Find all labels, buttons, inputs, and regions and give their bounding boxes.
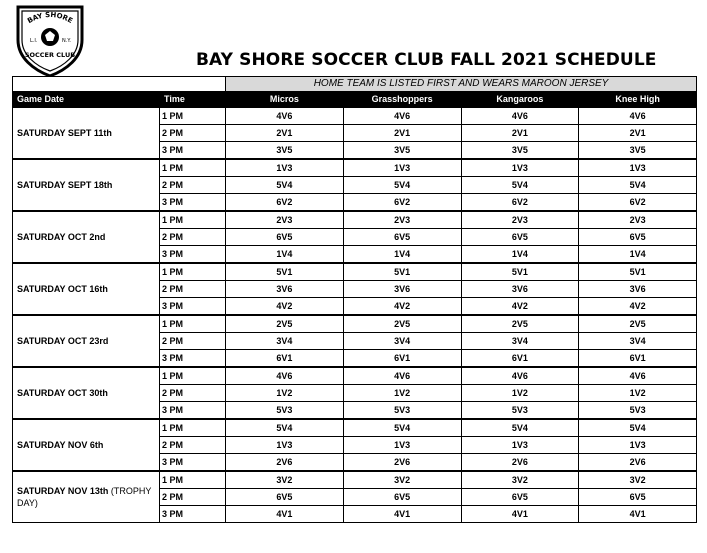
matchup-cell: 2V5 xyxy=(461,315,579,333)
matchup-cell: 6V5 xyxy=(461,229,579,246)
matchup-cell: 4V1 xyxy=(343,506,461,523)
matchup-cell: 1V4 xyxy=(579,246,697,264)
table-row xyxy=(13,471,697,489)
time-cell: 2 PM xyxy=(160,125,226,142)
matchup-cell: 6V5 xyxy=(343,229,461,246)
note-spacer xyxy=(13,77,226,92)
matchup-cell: 3V4 xyxy=(461,333,579,350)
matchup-cell: 3V4 xyxy=(343,333,461,350)
matchup-cell: 1V3 xyxy=(226,437,344,454)
matchup-cell: 2V1 xyxy=(579,125,697,142)
game-date-cell xyxy=(13,263,160,315)
matchup-cell: 5V4 xyxy=(226,177,344,194)
note-row xyxy=(13,77,697,92)
schedule-table xyxy=(12,76,697,523)
logo-bottom-text: SOCCER CLUB xyxy=(24,51,76,59)
matchup-cell: 2V6 xyxy=(461,454,579,472)
matchup-cell: 4V6 xyxy=(579,107,697,125)
matchup-cell: 5V1 xyxy=(579,263,697,281)
time-cell: 3 PM xyxy=(160,402,226,420)
game-date-cell xyxy=(13,107,160,159)
matchup-cell: 2V3 xyxy=(343,211,461,229)
matchup-cell: 2V1 xyxy=(461,125,579,142)
game-date-cell xyxy=(13,471,160,523)
matchup-cell: 6V1 xyxy=(461,350,579,368)
header-division: Grasshoppers xyxy=(343,92,461,108)
matchup-cell: 3V5 xyxy=(343,142,461,160)
matchup-cell: 2V1 xyxy=(226,125,344,142)
page-title: BAY SHORE SOCCER CLUB FALL 2021 SCHEDULE xyxy=(196,50,657,70)
matchup-cell: 3V6 xyxy=(226,281,344,298)
matchup-cell: 4V6 xyxy=(343,367,461,385)
matchup-cell: 1V4 xyxy=(343,246,461,264)
matchup-cell: 4V6 xyxy=(343,107,461,125)
time-cell: 1 PM xyxy=(160,107,226,125)
matchup-cell: 5V1 xyxy=(461,263,579,281)
matchup-cell: 2V6 xyxy=(343,454,461,472)
matchup-cell: 2V3 xyxy=(226,211,344,229)
matchup-cell: 5V3 xyxy=(461,402,579,420)
matchup-cell: 1V2 xyxy=(343,385,461,402)
matchup-cell: 3V2 xyxy=(343,471,461,489)
matchup-cell: 6V1 xyxy=(226,350,344,368)
table-row xyxy=(13,263,697,281)
matchup-cell: 5V3 xyxy=(343,402,461,420)
matchup-cell: 6V5 xyxy=(226,229,344,246)
game-date-cell xyxy=(13,367,160,419)
matchup-cell: 3V6 xyxy=(343,281,461,298)
matchup-cell: 1V2 xyxy=(226,385,344,402)
matchup-cell: 2V5 xyxy=(579,315,697,333)
matchup-cell: 5V4 xyxy=(461,177,579,194)
matchup-cell: 5V3 xyxy=(579,402,697,420)
header-division: Micros xyxy=(226,92,344,108)
matchup-cell: 3V4 xyxy=(579,333,697,350)
matchup-cell: 6V2 xyxy=(579,194,697,212)
matchup-cell: 1V4 xyxy=(461,246,579,264)
matchup-cell: 2V5 xyxy=(226,315,344,333)
matchup-cell: 4V6 xyxy=(579,367,697,385)
game-date-label: SATURDAY NOV 6th xyxy=(17,440,104,450)
matchup-cell: 5V4 xyxy=(579,419,697,437)
time-cell: 1 PM xyxy=(160,159,226,177)
matchup-cell: 6V1 xyxy=(343,350,461,368)
logo-top-text: BAY SHORE xyxy=(26,10,74,26)
matchup-cell: 6V5 xyxy=(343,489,461,506)
time-cell: 1 PM xyxy=(160,471,226,489)
matchup-cell: 4V1 xyxy=(461,506,579,523)
logo-left-text: L.I. xyxy=(30,38,38,44)
matchup-cell: 2V3 xyxy=(579,211,697,229)
matchup-cell: 3V2 xyxy=(226,471,344,489)
time-cell: 3 PM xyxy=(160,506,226,523)
time-cell: 3 PM xyxy=(160,454,226,472)
matchup-cell: 5V3 xyxy=(226,402,344,420)
time-cell: 2 PM xyxy=(160,489,226,506)
time-cell: 3 PM xyxy=(160,298,226,316)
matchup-cell: 6V5 xyxy=(579,489,697,506)
game-date-label: SATURDAY OCT 2nd xyxy=(17,232,106,242)
matchup-cell: 5V4 xyxy=(579,177,697,194)
matchup-cell: 3V2 xyxy=(461,471,579,489)
matchup-cell: 1V3 xyxy=(343,159,461,177)
time-cell: 1 PM xyxy=(160,263,226,281)
time-cell: 2 PM xyxy=(160,385,226,402)
matchup-cell: 4V6 xyxy=(461,367,579,385)
matchup-cell: 2V3 xyxy=(461,211,579,229)
matchup-cell: 3V5 xyxy=(579,142,697,160)
table-row xyxy=(13,367,697,385)
matchup-cell: 2V6 xyxy=(579,454,697,472)
matchup-cell: 1V2 xyxy=(579,385,697,402)
matchup-cell: 4V2 xyxy=(343,298,461,316)
matchup-cell: 4V2 xyxy=(226,298,344,316)
game-date-label: SATURDAY OCT 16th xyxy=(17,284,108,294)
matchup-cell: 3V2 xyxy=(579,471,697,489)
table-row xyxy=(13,159,697,177)
time-cell: 1 PM xyxy=(160,419,226,437)
matchup-cell: 1V3 xyxy=(226,159,344,177)
matchup-cell: 4V2 xyxy=(461,298,579,316)
matchup-cell: 5V1 xyxy=(343,263,461,281)
matchup-cell: 1V4 xyxy=(226,246,344,264)
matchup-cell: 1V3 xyxy=(579,437,697,454)
matchup-cell: 2V6 xyxy=(226,454,344,472)
matchup-cell: 4V6 xyxy=(226,107,344,125)
matchup-cell: 5V4 xyxy=(226,419,344,437)
matchup-cell: 2V1 xyxy=(343,125,461,142)
time-cell: 2 PM xyxy=(160,177,226,194)
matchup-cell: 4V6 xyxy=(461,107,579,125)
matchup-cell: 6V2 xyxy=(461,194,579,212)
game-date-cell xyxy=(13,315,160,367)
header-division: Kangaroos xyxy=(461,92,579,108)
matchup-cell: 4V1 xyxy=(226,506,344,523)
matchup-cell: 1V3 xyxy=(579,159,697,177)
matchup-cell: 6V5 xyxy=(226,489,344,506)
table-row xyxy=(13,211,697,229)
time-cell: 2 PM xyxy=(160,229,226,246)
game-date-cell xyxy=(13,159,160,211)
matchup-cell: 5V4 xyxy=(343,419,461,437)
game-date-label: SATURDAY NOV 13th xyxy=(17,486,109,496)
time-cell: 3 PM xyxy=(160,246,226,264)
time-cell: 3 PM xyxy=(160,142,226,160)
time-cell: 1 PM xyxy=(160,211,226,229)
matchup-cell: 6V5 xyxy=(461,489,579,506)
header-division: Knee High xyxy=(579,92,697,108)
game-date-label: SATURDAY SEPT 18th xyxy=(17,180,113,190)
matchup-cell: 4V1 xyxy=(579,506,697,523)
matchup-cell: 1V3 xyxy=(461,437,579,454)
matchup-cell: 3V4 xyxy=(226,333,344,350)
game-date-label: SATURDAY OCT 23rd xyxy=(17,336,109,346)
matchup-cell: 6V5 xyxy=(579,229,697,246)
time-cell: 1 PM xyxy=(160,367,226,385)
game-date-cell xyxy=(13,211,160,263)
matchup-cell: 6V1 xyxy=(579,350,697,368)
matchup-cell: 5V4 xyxy=(343,177,461,194)
club-logo xyxy=(14,4,86,78)
matchup-cell: 1V2 xyxy=(461,385,579,402)
matchup-cell: 3V6 xyxy=(579,281,697,298)
matchup-cell: 4V6 xyxy=(226,367,344,385)
game-date-label: SATURDAY OCT 30th xyxy=(17,388,108,398)
matchup-cell: 6V2 xyxy=(226,194,344,212)
matchup-cell: 3V5 xyxy=(226,142,344,160)
matchup-cell: 6V2 xyxy=(343,194,461,212)
header-game-date: Game Date xyxy=(13,92,160,108)
matchup-cell: 1V3 xyxy=(343,437,461,454)
home-team-note: HOME TEAM IS LISTED FIRST AND WEARS MAROON JERSEY xyxy=(226,77,697,92)
time-cell: 2 PM xyxy=(160,281,226,298)
matchup-cell: 4V2 xyxy=(579,298,697,316)
time-cell: 3 PM xyxy=(160,350,226,368)
column-header-row xyxy=(13,92,697,108)
table-row xyxy=(13,419,697,437)
matchup-cell: 3V6 xyxy=(461,281,579,298)
time-cell: 2 PM xyxy=(160,437,226,454)
game-date-label: SATURDAY SEPT 11th xyxy=(17,128,112,138)
matchup-cell: 1V3 xyxy=(461,159,579,177)
matchup-cell: 3V5 xyxy=(461,142,579,160)
matchup-cell: 5V1 xyxy=(226,263,344,281)
header-time: Time xyxy=(160,92,226,108)
time-cell: 2 PM xyxy=(160,333,226,350)
matchup-cell: 5V4 xyxy=(461,419,579,437)
game-date-note: (TROPHY DAY) xyxy=(17,486,152,508)
matchup-cell: 2V5 xyxy=(343,315,461,333)
time-cell: 3 PM xyxy=(160,194,226,212)
logo-right-text: N.Y. xyxy=(62,38,71,44)
table-row xyxy=(13,315,697,333)
table-row xyxy=(13,107,697,125)
time-cell: 1 PM xyxy=(160,315,226,333)
game-date-cell xyxy=(13,419,160,471)
